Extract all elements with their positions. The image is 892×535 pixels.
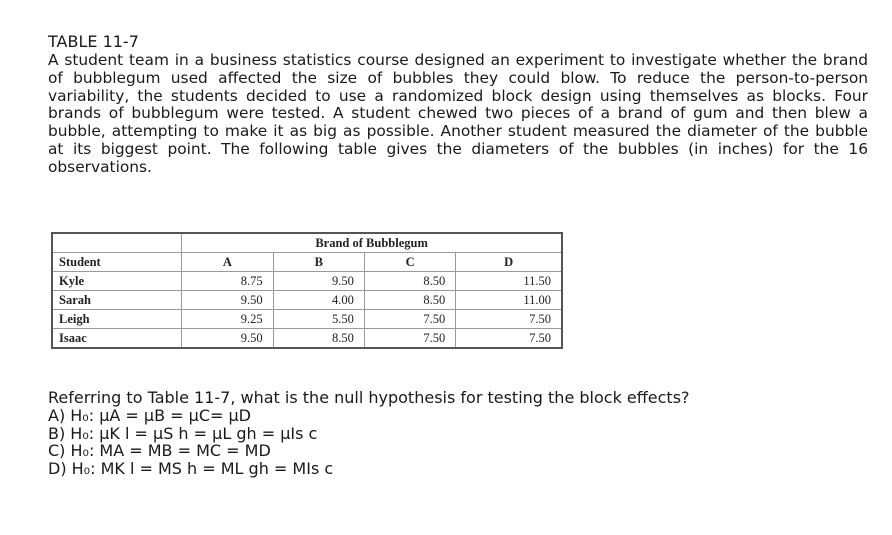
- choice-d[interactable]: D) H₀: MK l = MS h = ML gh = MIs c: [48, 458, 334, 478]
- problem-description: A student team in a business statistics course designed an experiment to investigate whether the brand of bubblegum used affected the size of bubbles they could blow. To reduce the person-to-person variability, the students decided to use a randomized block design using themselves as blocks. Four brands of bubblegum were tested. A student chewed two pieces of a brand of gum and then blew a bubble, attempting to make it as big as possible. Another student measured the diameter of the bubble at its biggest point. The following table gives the diameters of the bubbles (in inches) for the 16 observations.: [48, 51, 868, 176]
- table-row: [52, 329, 562, 349]
- cell-value: 8.50: [364, 272, 455, 291]
- table-title: TABLE 11-7: [48, 32, 139, 51]
- cell-value: 7.50: [456, 329, 562, 349]
- cell-value: 5.50: [273, 310, 364, 329]
- question-block: [48, 389, 690, 477]
- cell-value: 9.50: [273, 272, 364, 291]
- column-header-d: D: [456, 253, 562, 272]
- question-text: Referring to Table 11-7, what is the null hypothesis for testing the block effects?: [48, 388, 690, 407]
- cell-value: 11.50: [456, 272, 562, 291]
- cell-value: 9.25: [182, 310, 273, 329]
- cell-value: 8.50: [364, 291, 455, 310]
- blank-corner: [52, 233, 182, 253]
- student-name: Sarah: [52, 291, 182, 310]
- cell-value: 7.50: [456, 310, 562, 329]
- choice-c[interactable]: C) H₀: MA = MB = MC = MD: [48, 441, 271, 461]
- student-name: Kyle: [52, 272, 182, 291]
- group-header: Brand of Bubblegum: [182, 233, 562, 253]
- document-body: [48, 32, 868, 177]
- cell-value: 9.50: [182, 291, 273, 310]
- column-header-c: C: [364, 253, 455, 272]
- cell-value: 8.75: [182, 272, 273, 291]
- cell-value: 4.00: [273, 291, 364, 310]
- student-name: Leigh: [52, 310, 182, 329]
- choice-b[interactable]: B) H₀: μK l = μS h = μL gh = μIs c: [48, 423, 318, 443]
- column-header-a: A: [182, 253, 273, 272]
- cell-value: 11.00: [456, 291, 562, 310]
- table-row: [52, 291, 562, 310]
- column-header-b: B: [273, 253, 364, 272]
- cell-value: 7.50: [364, 310, 455, 329]
- cell-value: 7.50: [364, 329, 455, 349]
- data-table-container: [51, 232, 563, 362]
- cell-value: 9.50: [182, 329, 273, 349]
- table-row: [52, 310, 562, 329]
- student-header: Student: [52, 253, 182, 272]
- table-row: [52, 272, 562, 291]
- choice-a[interactable]: A) H₀: μA = μB = μC= μD: [48, 406, 251, 425]
- student-name: Isaac: [52, 329, 182, 349]
- bubblegum-table: [51, 232, 563, 349]
- cell-value: 8.50: [273, 329, 364, 349]
